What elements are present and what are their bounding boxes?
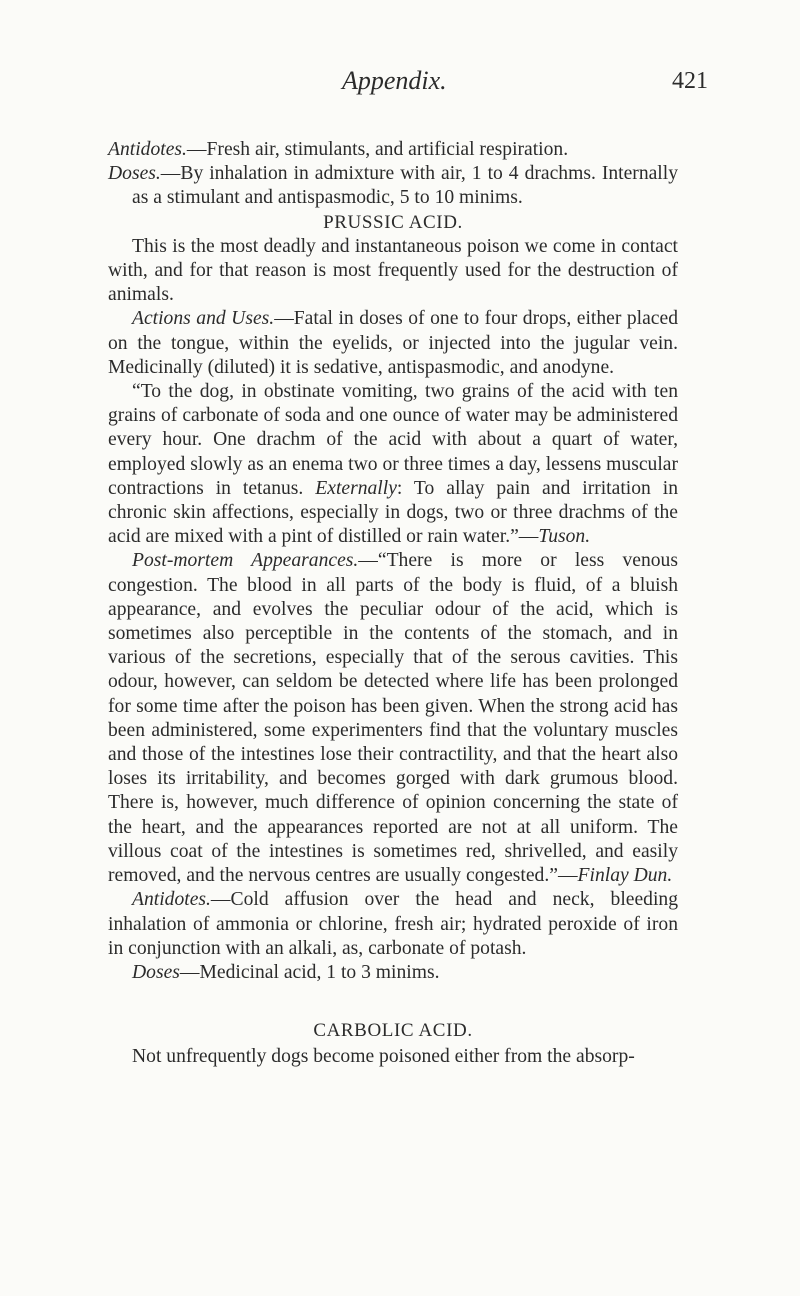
tuson-quote-paragraph [108,380,678,549]
prussic-doses-text: —Medicinal acid, 1 to 3 minims. [179,961,440,983]
tuson-quote-part2: : To allay pain and irritation in chronic skin affections, especially in dogs, two or three drachms of the acid are mixed with a pint of distilled or rain water.”— [108,477,679,548]
postmortem-label: Post-mortem Appearances. [132,550,359,572]
actions-uses-label: Actions and Uses. [132,308,275,330]
prussic-doses-label: Doses [132,961,180,983]
actions-uses-paragraph [108,307,678,380]
page-number: 421 [672,68,708,94]
prussic-antidotes-paragraph [108,888,678,961]
antidotes-text: —Fresh air, stimulants, and artificial respiration. [186,139,569,160]
postmortem-text: —“There is more or less venous congestion. The blood in all parts of the body is fluid, of a bluish appearance, and evolves the peculiar odour of the acid, which is sometimes also perceptible in the contents of the stomach, and in various of the secretions, especially that of the serous cavities. This odour, however, can seldom be detected where life has been prolonged for some time after the poison has been given. When the strong acid has been administered, some experimenters find that the voluntary muscles and those of the intestines lose their contractility, and that the heart also loses its irritability, and becomes gorged with dark grumous blood. There is, however, much difference of opinion concerning the state of the heart, and the appearances reported are not at all uniform. The villous coat of the intestines is sometimes red, shrivelled, and easily removed, and the nervous centres are usually congested.”— [108,550,678,887]
antidotes-paragraph [108,138,678,162]
prussic-intro-paragraph: This is the most deadly and instantaneous poison we come in contact with, and for that reason is most frequently used for the destruction of animals. [108,235,678,306]
prussic-doses-paragraph [108,961,678,985]
doses-text: —By inhalation in admixture with air, 1 to 4 drachms. Internally as a stimulant and antispasmodic, 5 to 10 minims. [132,163,678,209]
postmortem-paragraph [108,549,678,888]
page-body [108,138,678,1070]
running-title: Appendix. [342,66,447,95]
externally-label: Externally [315,477,397,499]
tuson-quote-part1: “To the dog, in obstinate vomiting, two grains of the acid with ten grains of carbonate of soda and one ounce of water may be administered every hour. One drachm of the acid with about a quart of water, employed slowly as an enema two or three times a day, lessens muscular contractions in tetanus. [108,381,678,499]
running-header [0,66,800,106]
postmortem-source: Finlay Dun. [577,865,673,887]
prussic-antidotes-label: Antidotes. [132,889,211,911]
actions-uses-text: —Fatal in doses of one to four drops, either placed on the tongue, within the eyelids, or injected into the jugular vein. Medicinally (diluted) it is sedative, antispasmodic, and anodyne. [108,308,678,378]
antidotes-label: Antidotes. [108,139,187,160]
carbolic-acid-heading: CARBOLIC ACID. [313,1020,473,1042]
prussic-antidotes-text: —Cold affusion over the head and neck, bleeding inhalation of ammonia or chlorine, fresh air; hydrated peroxide of iron in conjunction with an alkali, as, carbonate of potash. [108,889,678,959]
carbolic-paragraph: Not unfrequently dogs become poisoned either from the absorp- [132,1046,635,1068]
prussic-acid-heading: PRUSSIC ACID. [323,211,463,233]
doses-paragraph [108,162,678,210]
tuson-source: Tuson. [538,526,591,548]
doses-label: Doses. [108,163,161,185]
